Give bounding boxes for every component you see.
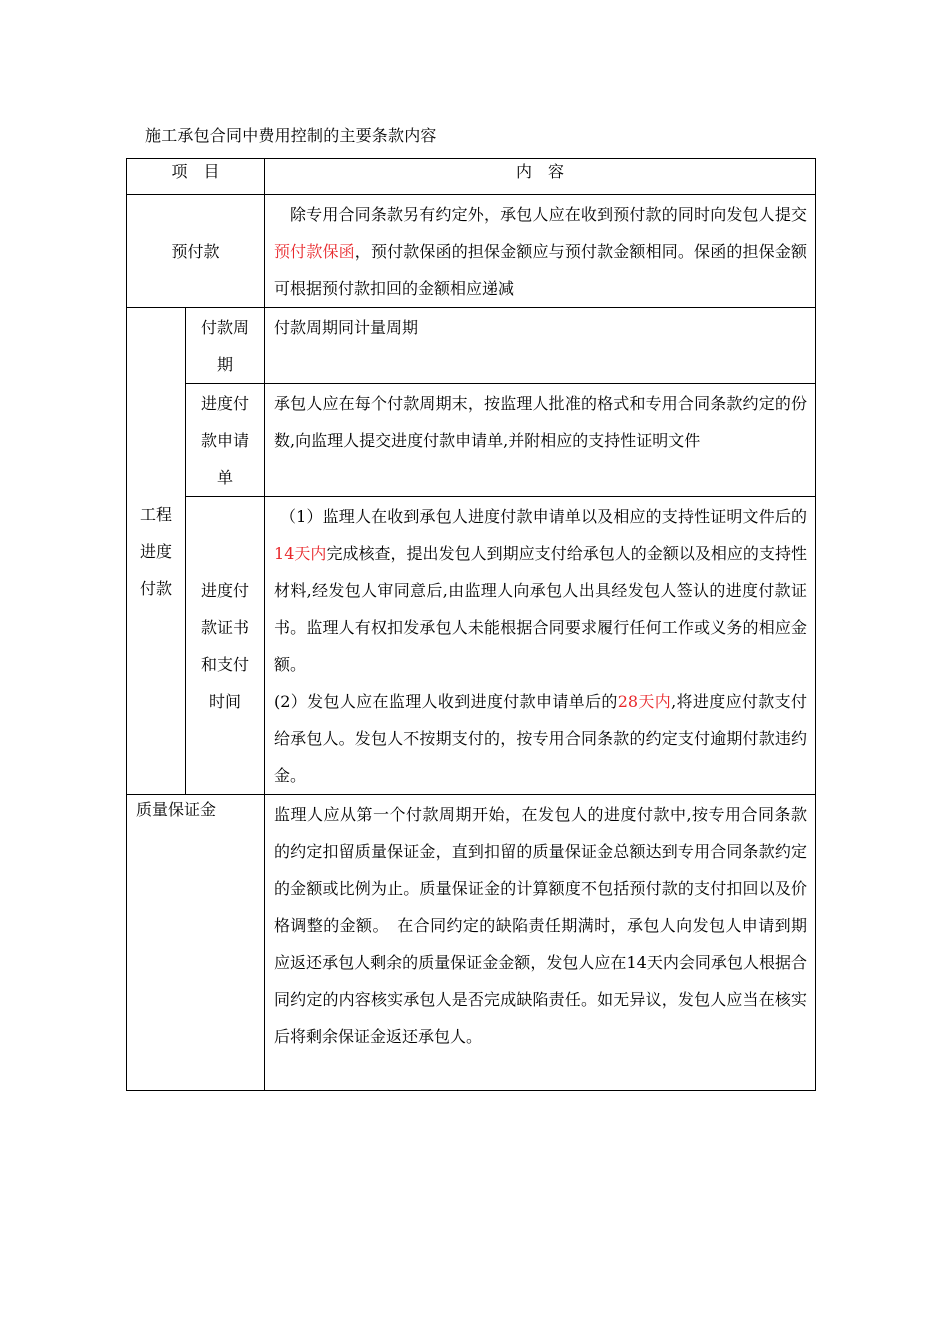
row-payment-application [127, 384, 816, 497]
label-payment-application: 进度付款申请单 [201, 394, 250, 487]
payment-certificate-text [265, 497, 815, 794]
header-content: 内 容 [265, 159, 816, 195]
label-retention: 质量保证金 [136, 800, 217, 819]
label-progress-payment: 工程进度付款 [127, 308, 186, 795]
row-payment-period [127, 308, 816, 384]
document-title: 施工承包合同中费用控制的主要条款内容 [145, 126, 437, 145]
label-payment-certificate: 进度付款证书和支付时间 [201, 580, 250, 711]
table-header-row [127, 159, 816, 195]
label-advance-payment: 预付款 [127, 195, 265, 308]
certificate-paragraph-1: （1）监理人在收到承包人进度付款申请单以及相应的支持性证明文件后的14天内完成核查，提出发包人到期应支付给承包人的金额以及相应的支持性材料,经发包人审同意后,由监理人向承包人出具经发包人签认的进度付款证书。监理人有权扣发承包人未能根据合同要求履行任何工作或义务的相应金额。 [274, 507, 808, 674]
payment-application-text: 承包人应在每个付款周期末，按监理人批准的格式和专用合同条款约定的份数,向监理人提交进度付款申请单,并附相应的支持性证明文件 [274, 394, 808, 450]
row-payment-certificate [127, 497, 816, 795]
highlight-guarantee: 预付款保函 [274, 242, 355, 261]
header-item: 项 目 [127, 159, 265, 195]
contract-cost-table [126, 158, 816, 1091]
certificate-paragraph-2: (2）发包人应在监理人收到进度付款申请单后的28天内,将进度应付款支付给承包人。发包人不按期支付的，按专用合同条款的约定支付逾期付款违约金。 [274, 692, 808, 785]
highlight-14-days: 14天内 [274, 544, 327, 563]
advance-payment-text: 除专用合同条款另有约定外，承包人应在收到预付款的同时向发包人提交预付款保函，预付款保函的担保金额应与预付款金额相同。保函的担保金额可根据预付款扣回的金额相应递减 [274, 205, 808, 298]
row-retention [127, 795, 816, 1091]
payment-period-text: 付款周期同计量周期 [274, 318, 419, 337]
retention-text: 监理人应从第一个付款周期开始，在发包人的进度付款中,按专用合同条款的约定扣留质量保证金，直到扣留的质量保证金总额达到专用合同条款约定的金额或比例为止。质量保证金的计算额度不包括预付款的支付扣回以及价格调整的金额。 在合同约定的缺陷责任期满时，承包人向发包人申请到期应返还承包人剩余的质量保证金金额，发包人应在14天内会同承包人根据合同约定的内容核实承包人是否完成缺陷责任。如无异议，发包人应当在核实后将剩余保证金返还承包人。 [274, 805, 808, 1046]
row-advance-payment [127, 195, 816, 308]
highlight-28-days: 28天内 [617, 692, 672, 711]
label-payment-period: 付款周期 [201, 318, 250, 374]
